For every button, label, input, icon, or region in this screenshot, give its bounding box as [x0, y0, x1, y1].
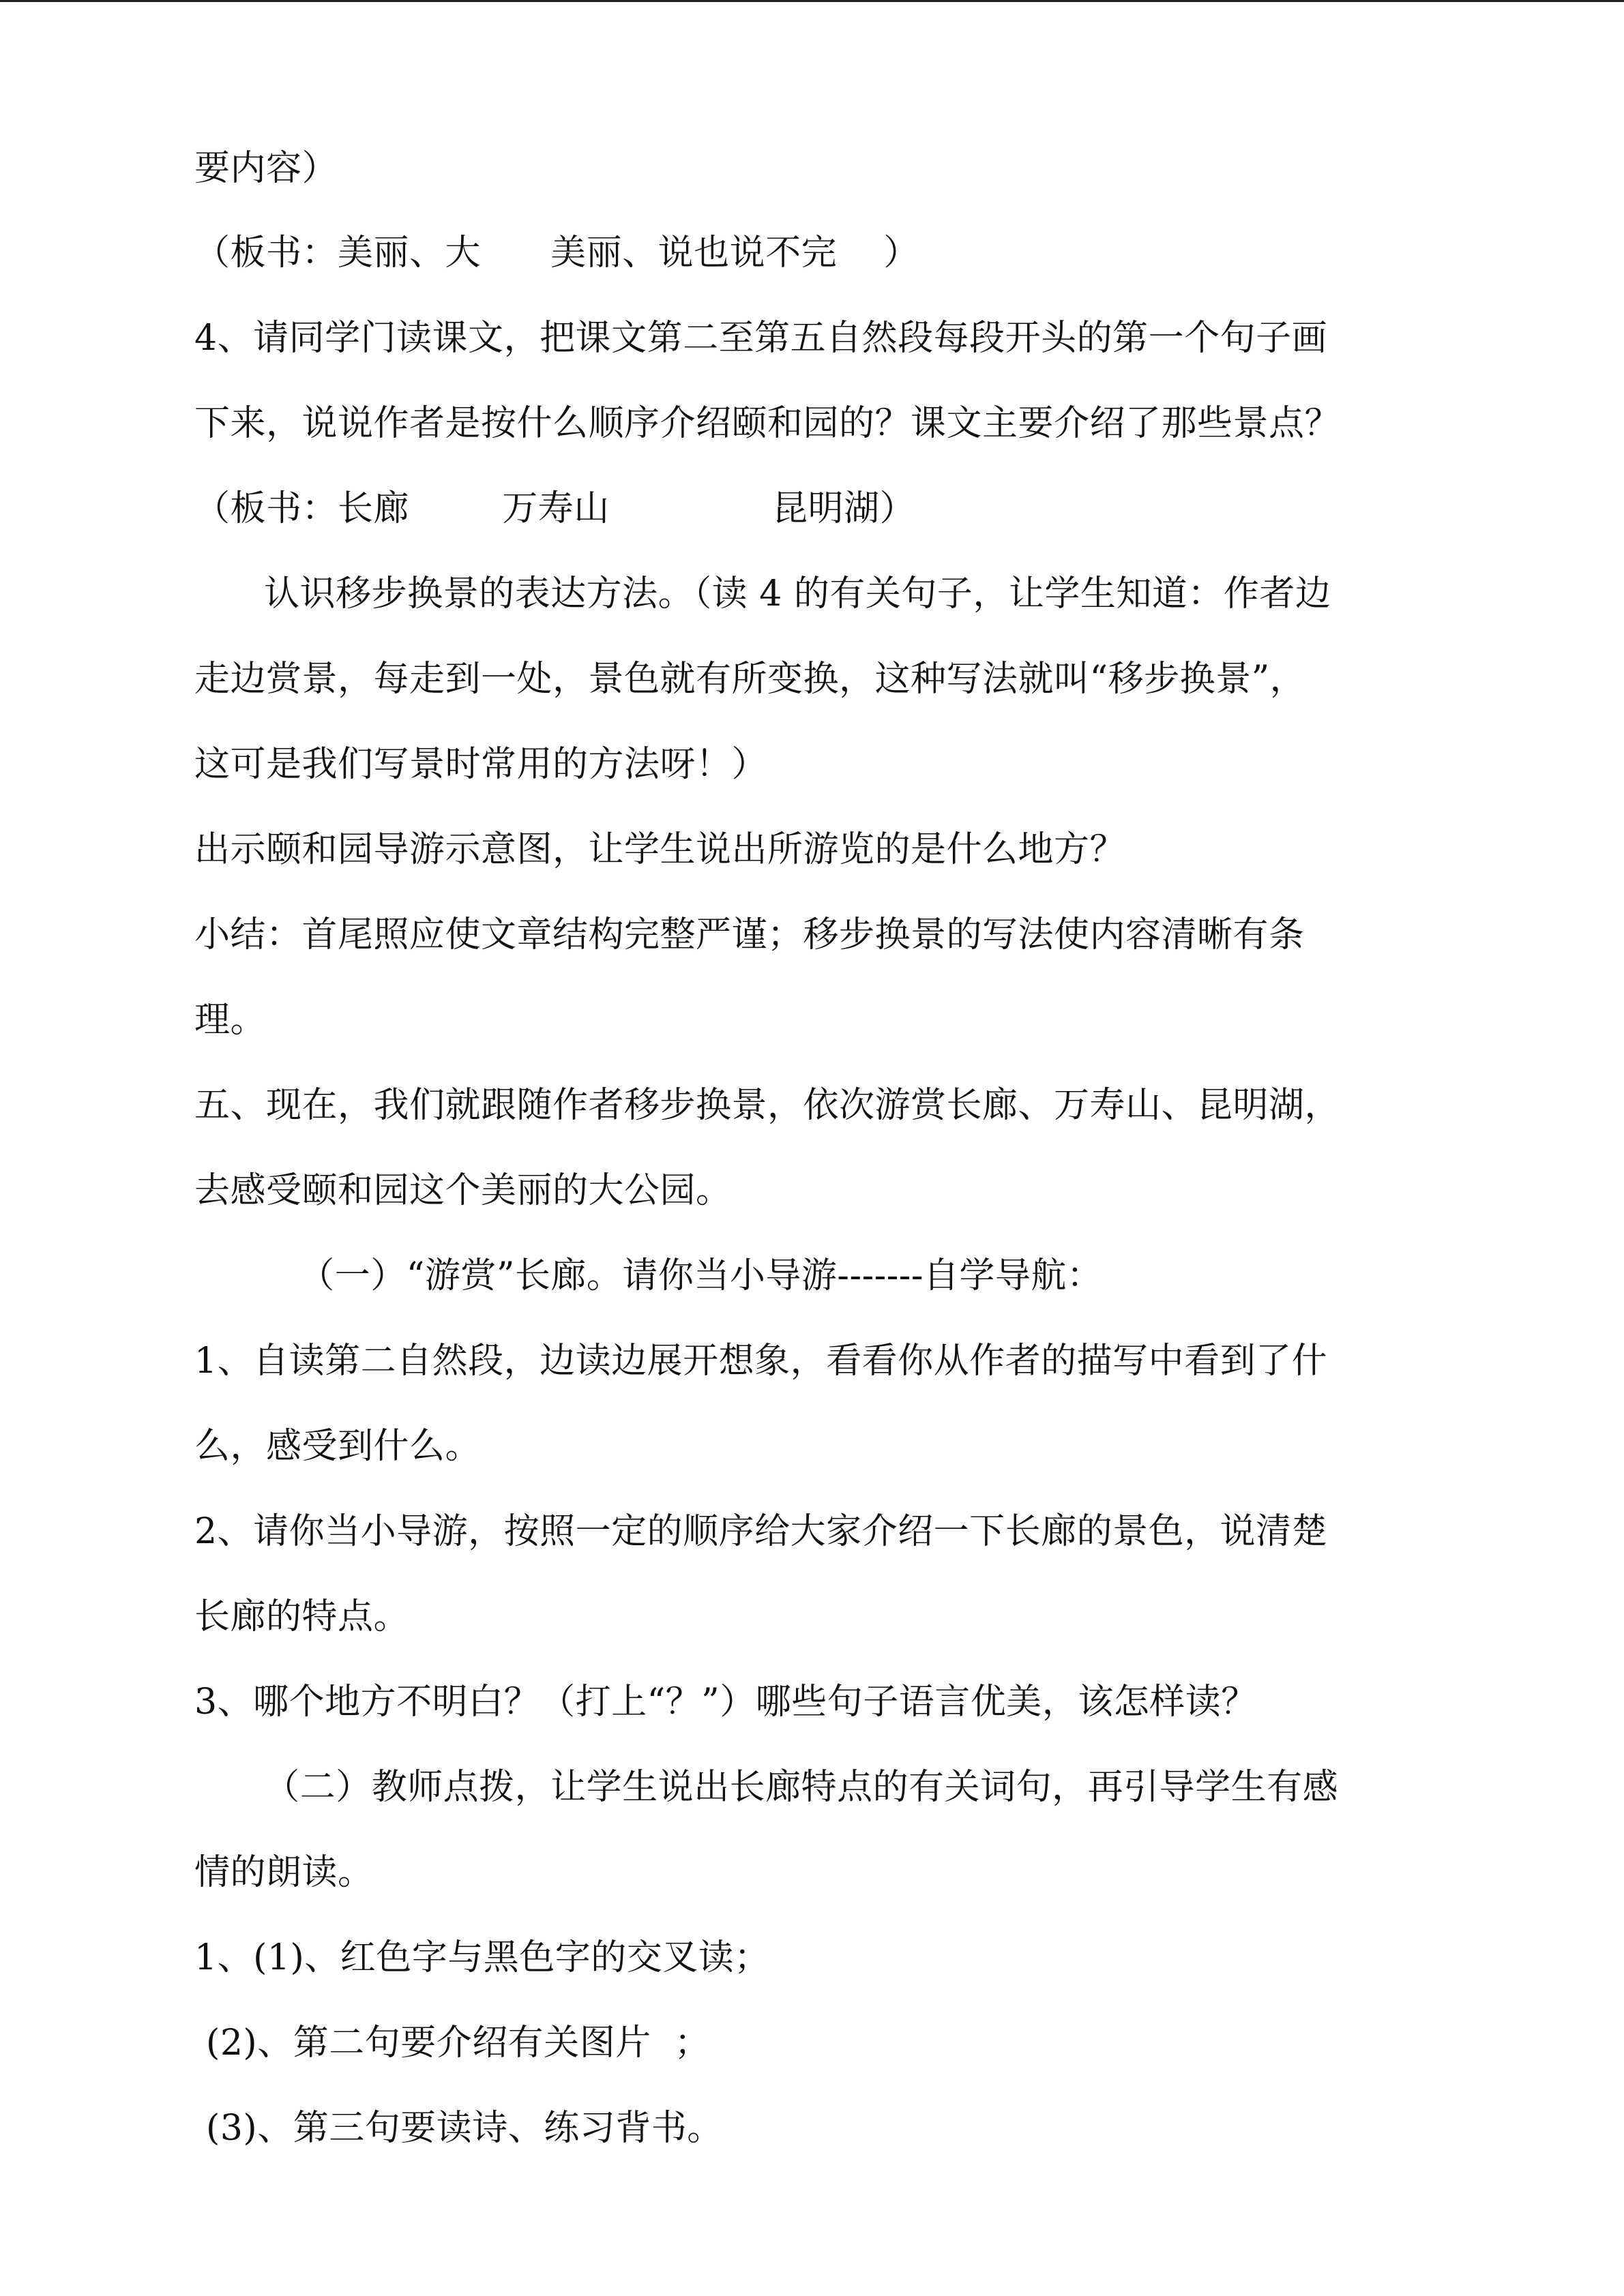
blackboard-note-line: （板书：美丽、大 美丽、说也说不完 ） [194, 233, 919, 273]
list-item-line: 2、请你当小导游，按照一定的顺序给大家介绍一下长廊的景色，说清楚 [194, 1511, 1328, 1552]
text-line: 理。 [194, 1000, 267, 1041]
text-line: 去感受颐和园这个美丽的大公园。 [194, 1170, 732, 1211]
text-line: 么，感受到什么。 [194, 1426, 482, 1467]
list-item-line: 1、(1)、红色字与黑色字的交叉读； [194, 1937, 770, 1978]
text-line: 4、请同学门读课文，把课文第二至第五自然段每段开头的第一个句子画 [194, 318, 1328, 359]
text-line: 这可是我们写景时常用的方法呀！） [194, 744, 768, 785]
list-item-line: (2)、第二句要介绍有关图片 ； [194, 2023, 711, 2063]
blackboard-note-line: （板书：长廊 万寿山 昆明湖） [194, 488, 916, 529]
list-item-line: 3、哪个地方不明白？（打上“？”）哪些句子语言优美，该怎样读？ [194, 1682, 1257, 1723]
section-heading-line: 五、现在，我们就跟随作者移步换景，依次游赏长廊、万寿山、昆明湖， [194, 1085, 1341, 1126]
subsection-heading-line: （二）教师点拨，让学生说出长廊特点的有关词句，再引导学生有感 [194, 1767, 1339, 1808]
text-line: 出示颐和园导游示意图，让学生说出所游览的是什么地方？ [194, 829, 1126, 870]
summary-line: 小结：首尾照应使文章结构完整严谨；移步换景的写法使内容清晰有条 [194, 914, 1305, 955]
text-line: 要内容） [194, 148, 338, 189]
text-line: 走边赏景，每走到一处，景色就有所变换，这种写法就叫“移步换景”， [194, 659, 1306, 700]
list-item-line: 1、自读第二自然段，边读边展开想象，看看你从作者的描写中看到了什 [194, 1341, 1328, 1382]
text-line: 认识移步换景的表达方法。（读 4 的有关句子，让学生知道：作者边 [194, 573, 1331, 614]
text-line: 情的朗读。 [194, 1852, 374, 1893]
subsection-heading-line: （一）“游赏”长廊。请你当小导游-------自学导航： [194, 1255, 1103, 1296]
text-line: 长廊的特点。 [194, 1596, 410, 1637]
text-line: 下来，说说作者是按什么顺序介绍颐和园的？课文主要介绍了那些景点？ [194, 403, 1341, 444]
list-item-line: (3)、第三句要读诗、练习背书。 [194, 2108, 723, 2149]
